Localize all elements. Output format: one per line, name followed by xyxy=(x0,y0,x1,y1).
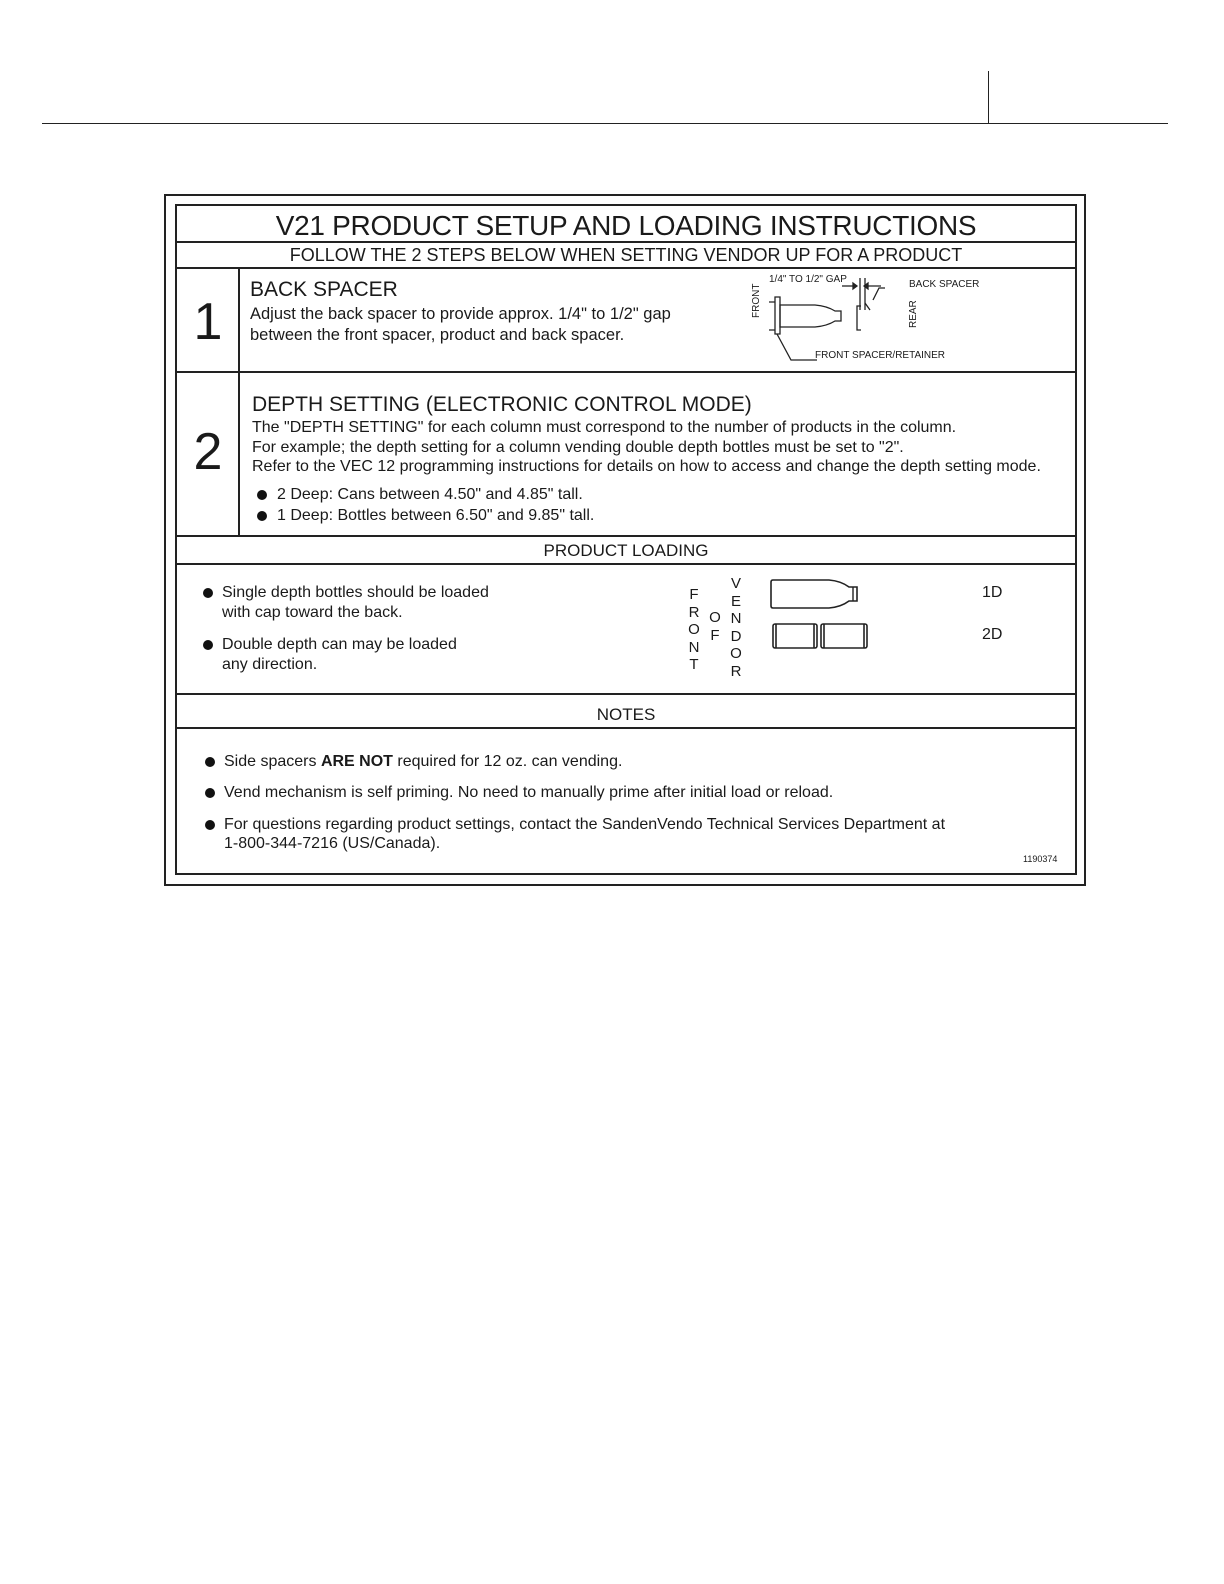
single-depth-bottle-icon xyxy=(769,578,861,612)
step2-line-2: For example; the depth setting for a column vending double depth bottles must be set to "2". xyxy=(252,439,904,456)
label-subtitle: FOLLOW THE 2 STEPS BELOW WHEN SETTING VENDOR UP FOR A PRODUCT xyxy=(289,245,963,265)
vendor-letter: O xyxy=(730,645,742,662)
bullet-icon xyxy=(203,640,213,650)
header-tick-rule xyxy=(988,71,989,124)
loading-bullet-1-line-1: Single depth bottles should be loaded xyxy=(222,584,489,601)
vendor-letters xyxy=(728,575,744,680)
instruction-label xyxy=(175,204,1077,875)
double-depth-cans-icon xyxy=(771,622,871,650)
bullet-icon xyxy=(205,788,215,798)
back-spacer-diagram xyxy=(757,270,927,370)
of-letter: O xyxy=(709,609,721,626)
front-label: FRONT xyxy=(751,283,762,318)
title-divider xyxy=(177,241,1075,243)
loading-top-divider xyxy=(177,535,1075,537)
label-1d: 1D xyxy=(982,584,1003,601)
bullet-icon xyxy=(203,588,213,598)
front-spacer-label: FRONT SPACER/RETAINER xyxy=(815,350,946,361)
step1-number: 1 xyxy=(193,293,223,351)
loading-bullet-2-line-2: any direction. xyxy=(222,656,318,673)
bullet-icon xyxy=(257,511,267,521)
label-2d: 2D xyxy=(982,626,1003,643)
step2-line-1: The "DEPTH SETTING" for each column must correspond to the number of products in the column. xyxy=(252,419,957,436)
step2-bullet-2-deep: 2 Deep: Cans between 4.50" and 4.85" tall. xyxy=(277,486,583,503)
subtitle-divider xyxy=(177,267,1075,269)
note-3-line-1: For questions regarding product settings, contact the SandenVendo Technical Services Department at xyxy=(224,816,946,833)
part-number: 1190374 xyxy=(1023,854,1058,864)
note-3-line-2: 1-800-344-7216 (US/Canada). xyxy=(224,835,441,852)
front-letter: R xyxy=(688,603,700,621)
step1-heading: BACK SPACER xyxy=(250,278,398,301)
of-letter: F xyxy=(710,626,720,644)
step2-number: 2 xyxy=(193,423,223,481)
front-letter: O xyxy=(688,621,700,638)
header-rule xyxy=(42,123,1168,124)
step1-line-1: Adjust the back spacer to provide approx. 1/4" to 1/2" gap xyxy=(250,305,671,323)
notes-heading: NOTES xyxy=(596,705,656,724)
step1-line-2: between the front spacer, product and back spacer. xyxy=(250,326,625,344)
front-letter: T xyxy=(689,656,699,673)
front-letter: N xyxy=(688,638,700,656)
label-title: V21 PRODUCT SETUP AND LOADING INSTRUCTIONS xyxy=(275,210,977,241)
loading-heading: PRODUCT LOADING xyxy=(543,541,709,560)
step2-divider xyxy=(177,371,1075,373)
front-letter: F xyxy=(689,586,699,603)
notes-heading-divider xyxy=(177,727,1075,729)
notes-top-divider xyxy=(177,693,1075,695)
loading-bullet-2-line-1: Double depth can may be loaded xyxy=(222,636,457,653)
step2-heading: DEPTH SETTING (ELECTRONIC CONTROL MODE) xyxy=(252,393,752,416)
bullet-icon xyxy=(205,820,215,830)
front-letters xyxy=(686,586,702,674)
bullet-icon xyxy=(205,757,215,767)
of-letters xyxy=(707,609,723,644)
loading-bullet-1-line-2: with cap toward the back. xyxy=(222,604,403,621)
vendor-letter: R xyxy=(730,662,742,680)
note-2: Vend mechanism is self priming. No need to manually prime after initial load or reload. xyxy=(224,784,834,801)
vendor-letter: N xyxy=(730,610,742,627)
step2-bullet-1-deep: 1 Deep: Bottles between 6.50" and 9.85" tall. xyxy=(277,507,595,524)
loading-heading-divider xyxy=(177,563,1075,565)
vendor-letter: V xyxy=(730,575,741,592)
note-1-text-before: Side spacers xyxy=(224,753,321,770)
note-1 xyxy=(224,752,622,772)
step2-line-3: Refer to the VEC 12 programming instructions for details on how to access and change the depth setting mode. xyxy=(252,458,1041,475)
note-1-text-after: required for 12 oz. can vending. xyxy=(392,753,623,770)
vendor-letter: D xyxy=(730,627,742,645)
note-1-emphasis: ARE NOT xyxy=(320,753,393,770)
vendor-letter: E xyxy=(730,592,741,610)
bullet-icon xyxy=(257,490,267,500)
back-spacer-label: BACK SPACER xyxy=(909,279,980,290)
rear-label: REAR xyxy=(908,300,919,328)
gap-label: 1/4" TO 1/2" GAP xyxy=(769,274,847,285)
